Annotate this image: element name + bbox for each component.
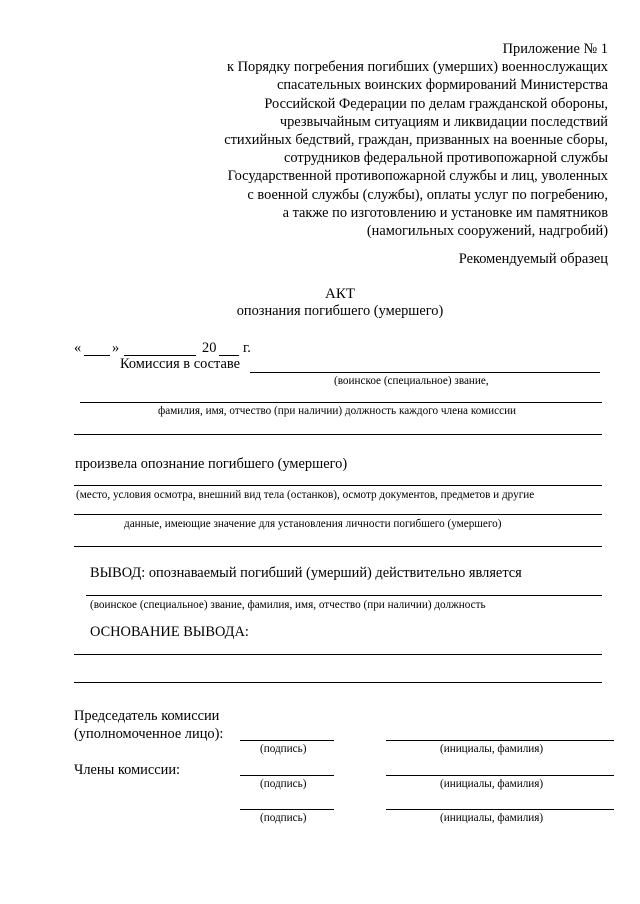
appendix-line: а также по изготовлению и установке им памятников xyxy=(282,204,608,221)
identification-field-3[interactable] xyxy=(74,546,602,547)
appendix-line: к Порядку погребения погибших (умерших) военнослужащих xyxy=(227,59,608,76)
member-1-name-hint: (инициалы, фамилия) xyxy=(440,778,544,790)
date-close-quote: » xyxy=(112,340,120,356)
commission-members-field-2[interactable] xyxy=(74,434,602,435)
identification-hint-1: (место, условия осмотра, внешний вид тела (останков), осмотр документов, предметов и другие xyxy=(76,489,535,501)
appendix-header xyxy=(224,40,608,240)
identification-label: произвела опознание погибшего (умершего) xyxy=(75,456,348,472)
appendix-line: Государственной противопожарной службы и лиц, уволенных xyxy=(227,168,608,185)
act-title: АКТ xyxy=(325,286,355,302)
commission-label: Комиссия в составе xyxy=(120,356,240,372)
conclusion-hint: (воинское (специальное) звание, фамилия, имя, отчество (при наличии) должность xyxy=(90,599,486,611)
day-field[interactable] xyxy=(84,355,110,356)
chairman-signature-hint: (подпись) xyxy=(260,743,307,755)
appendix-line: сотрудников федеральной противопожарной службы xyxy=(284,150,608,167)
identification-hint-2: данные, имеющие значение для установления личности погибшего (умершего) xyxy=(124,518,502,530)
commission-field[interactable] xyxy=(250,372,600,373)
commission-members-field[interactable] xyxy=(80,402,602,403)
basis-label: ОСНОВАНИЕ ВЫВОДА: xyxy=(90,624,249,640)
members-label: Члены комиссии: xyxy=(74,762,181,778)
appendix-line: спасательных воинских формирований Министерства xyxy=(276,77,608,94)
identification-field-2[interactable] xyxy=(74,514,602,515)
member-1-signature-field[interactable] xyxy=(240,775,334,776)
appendix-line: (намогильных сооружений, надгробий) xyxy=(366,223,608,240)
chairman-label: Председатель комиссии xyxy=(74,708,220,724)
commission-names-hint: фамилия, имя, отчество (при наличии) должность каждого члена комиссии xyxy=(158,405,517,417)
appendix-line: Российской Федерации по делам гражданской обороны, xyxy=(264,95,608,112)
date-open-quote: « xyxy=(74,340,82,356)
chairman-name-hint: (инициалы, фамилия) xyxy=(440,743,544,755)
conclusion-field[interactable] xyxy=(86,595,602,596)
member-2-signature-field[interactable] xyxy=(240,809,334,810)
year-prefix: 20 xyxy=(202,340,217,356)
member-2-name-field[interactable] xyxy=(386,809,614,810)
chairman-label-2: (уполномоченное лицо): xyxy=(74,726,224,742)
appendix-line: чрезвычайным ситуациям и ликвидации последствий xyxy=(279,113,608,130)
member-1-name-field[interactable] xyxy=(386,775,614,776)
commission-rank-hint: (воинское (специальное) звание, xyxy=(334,375,489,387)
appendix-title: Приложение № 1 xyxy=(502,41,608,57)
basis-field-2[interactable] xyxy=(74,682,602,683)
member-1-signature-hint: (подпись) xyxy=(260,778,307,790)
conclusion-label: ВЫВОД: опознаваемый погибший (умерший) действительно является xyxy=(90,565,522,581)
act-subtitle: опознания погибшего (умершего) xyxy=(236,303,444,319)
member-2-signature-hint: (подпись) xyxy=(260,812,307,824)
identification-field[interactable] xyxy=(74,485,602,486)
appendix-line: с военной службы (службы), оплаты услуг по погребению, xyxy=(247,186,608,203)
year-suffix: г. xyxy=(243,340,251,356)
appendix-line: стихийных бедствий, граждан, призванных на военные сборы, xyxy=(224,132,608,149)
member-2-name-hint: (инициалы, фамилия) xyxy=(440,812,544,824)
basis-field[interactable] xyxy=(74,654,602,655)
recommended-sample-label: Рекомендуемый образец xyxy=(458,251,608,267)
chairman-signature-field[interactable] xyxy=(240,740,334,741)
chairman-name-field[interactable] xyxy=(386,740,614,741)
